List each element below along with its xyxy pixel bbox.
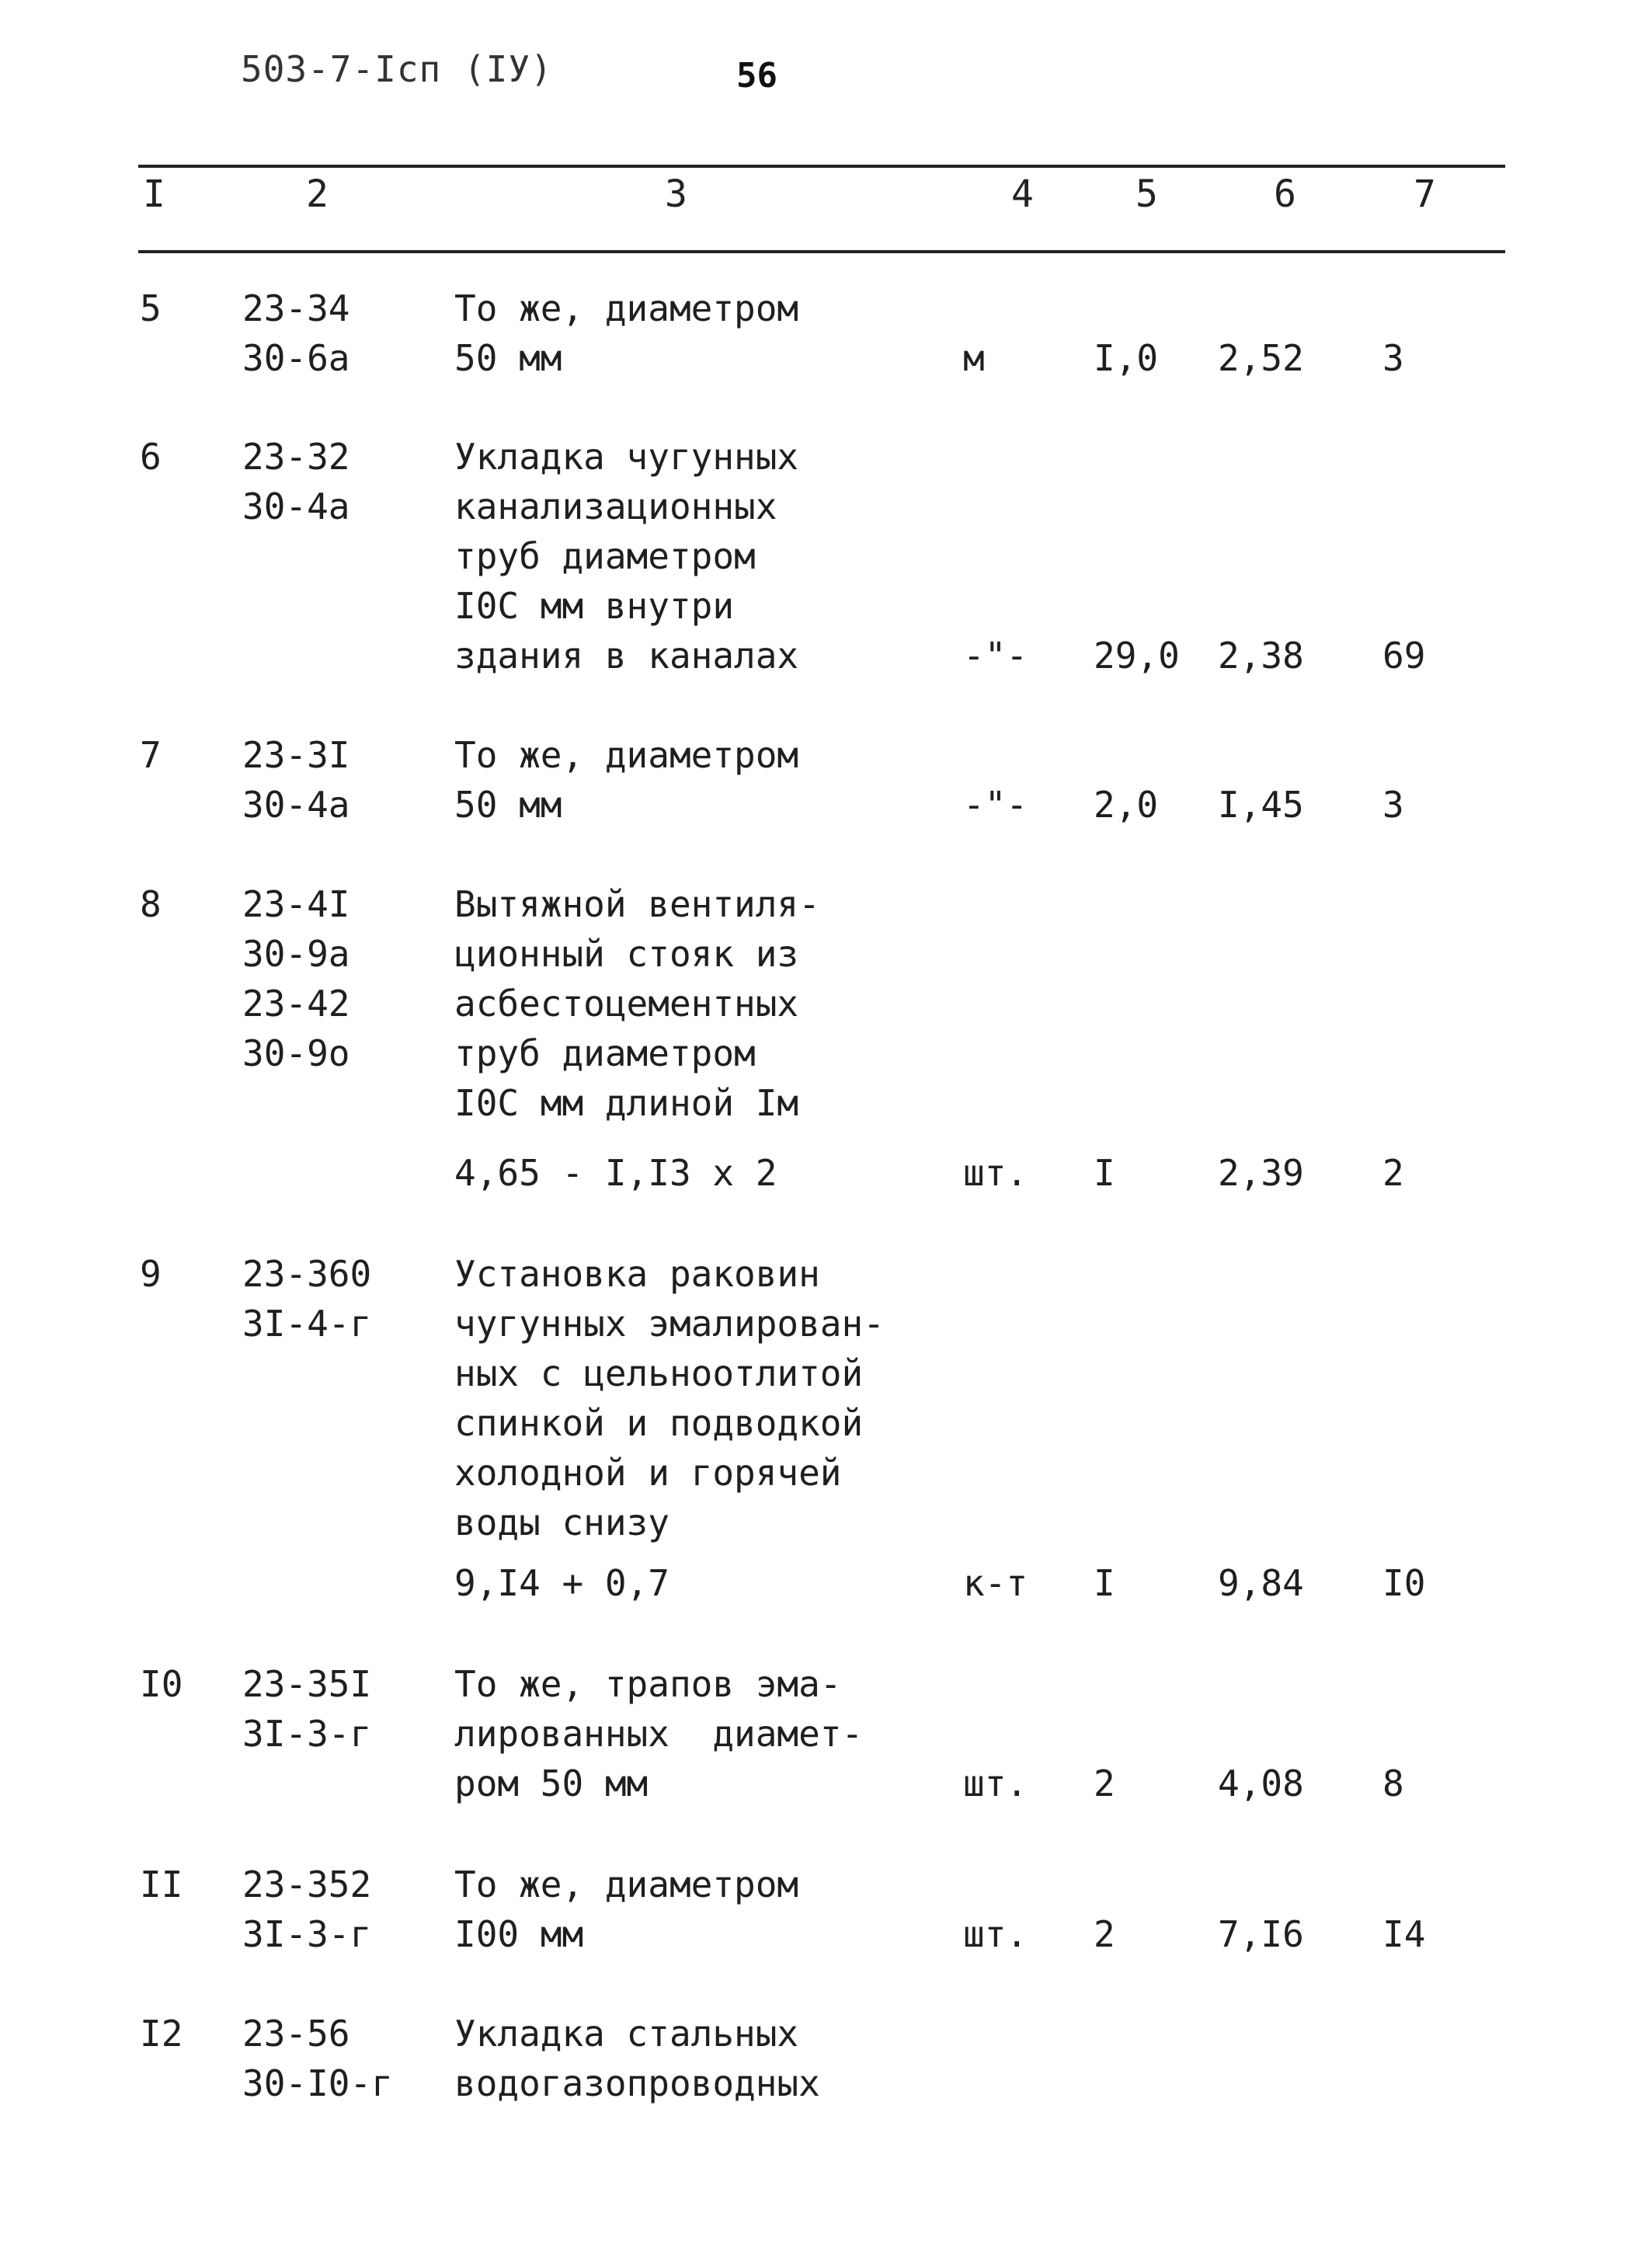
unit-price-cell: 2,52 bbox=[1218, 337, 1304, 379]
row-number: 7 bbox=[140, 734, 162, 776]
unit-cell: м bbox=[963, 337, 985, 379]
total-cost-cell: 2 bbox=[1382, 1152, 1404, 1194]
column-header-4: 4 bbox=[1011, 172, 1034, 216]
norm-code: 23-3I bbox=[242, 734, 350, 776]
column-header-3: 3 bbox=[665, 172, 687, 216]
work-description: I00 мм bbox=[454, 1913, 584, 1955]
norm-code: 30-I0-г bbox=[242, 2062, 393, 2104]
column-header-5: 5 bbox=[1136, 172, 1158, 216]
work-description: То же, трапов эма- bbox=[454, 1663, 842, 1705]
unit-price-cell: I,45 bbox=[1218, 784, 1304, 826]
row-number: 5 bbox=[140, 287, 162, 329]
quantity-cell: I,0 bbox=[1094, 337, 1159, 379]
norm-code: 23-352 bbox=[242, 1863, 372, 1905]
unit-cell: шт. bbox=[963, 1913, 1028, 1955]
total-cost-cell: 3 bbox=[1382, 784, 1404, 826]
quantity-cell: 2,0 bbox=[1094, 784, 1159, 826]
norm-code: 23-42 bbox=[242, 983, 350, 1025]
work-description: ром 50 мм bbox=[454, 1763, 649, 1804]
unit-cell: шт. bbox=[963, 1763, 1028, 1804]
calculation-formula: 9,I4 + 0,7 bbox=[454, 1562, 669, 1604]
work-description: То же, диаметром bbox=[454, 1863, 799, 1905]
column-header-6: 6 bbox=[1274, 172, 1296, 216]
work-description: чугунных эмалирован- bbox=[454, 1303, 885, 1345]
unit-price-cell: 2,39 bbox=[1218, 1152, 1304, 1194]
row-number: I2 bbox=[140, 2013, 183, 2055]
document-code: 503-7-Iсп (IУ) bbox=[241, 48, 553, 90]
norm-code: 3I-3-г bbox=[242, 1713, 372, 1755]
row-number: I0 bbox=[140, 1663, 183, 1705]
total-cost-cell: 8 bbox=[1382, 1763, 1404, 1804]
work-description: спинкой и подводкой bbox=[454, 1402, 864, 1444]
quantity-cell: 29,0 bbox=[1094, 635, 1180, 677]
norm-code: 3I-3-г bbox=[242, 1913, 372, 1955]
unit-cell: шт. bbox=[963, 1152, 1028, 1194]
work-description: асбестоцементных bbox=[454, 983, 799, 1025]
norm-code: 3I-4-г bbox=[242, 1303, 372, 1345]
work-description: канализационных bbox=[454, 485, 777, 527]
work-description: То же, диаметром bbox=[454, 287, 799, 329]
column-header-2: 2 bbox=[306, 172, 329, 216]
work-description: I0C мм длиной Iм bbox=[454, 1082, 799, 1124]
quantity-cell: I bbox=[1094, 1562, 1115, 1604]
work-description: Установка раковин bbox=[454, 1253, 820, 1295]
norm-code: 23-32 bbox=[242, 436, 350, 478]
column-header-7: 7 bbox=[1414, 172, 1436, 216]
work-description: холодной и горячей bbox=[454, 1452, 842, 1494]
work-description: То же, диаметром bbox=[454, 734, 799, 776]
work-description: 50 мм bbox=[454, 337, 562, 379]
unit-price-cell: 2,38 bbox=[1218, 635, 1304, 677]
norm-code: 23-35I bbox=[242, 1663, 372, 1705]
norm-code: 30-9о bbox=[242, 1032, 350, 1074]
row-number: 9 bbox=[140, 1253, 162, 1295]
work-description: I0C мм внутри bbox=[454, 585, 735, 627]
row-number: 8 bbox=[140, 883, 162, 925]
norm-code: 23-56 bbox=[242, 2013, 350, 2055]
work-description: Укладка чугунных bbox=[454, 436, 799, 478]
unit-price-cell: 7,I6 bbox=[1218, 1913, 1304, 1955]
work-description: Вытяжной вентиля- bbox=[454, 883, 820, 925]
work-description: Укладка стальных bbox=[454, 2013, 799, 2055]
quantity-cell: 2 bbox=[1094, 1763, 1115, 1804]
unit-cell: -"- bbox=[963, 635, 1028, 677]
work-description: водогазопроводных bbox=[454, 2062, 820, 2104]
norm-code: 23-360 bbox=[242, 1253, 372, 1295]
work-description: труб диаметром bbox=[454, 1032, 756, 1074]
norm-code: 30-6а bbox=[242, 337, 350, 379]
work-description: ционный стояк из bbox=[454, 933, 799, 975]
quantity-cell: 2 bbox=[1094, 1913, 1115, 1955]
table-top-rule bbox=[138, 165, 1505, 168]
work-description: воды снизу bbox=[454, 1502, 669, 1543]
work-description: здания в каналах bbox=[454, 635, 799, 677]
row-number: II bbox=[140, 1863, 183, 1905]
norm-code: 23-34 bbox=[242, 287, 350, 329]
column-header-1: I bbox=[143, 172, 165, 216]
work-description: 50 мм bbox=[454, 784, 562, 826]
page-number: 56 bbox=[736, 56, 777, 96]
total-cost-cell: I0 bbox=[1382, 1562, 1426, 1604]
norm-code: 30-4а bbox=[242, 784, 350, 826]
table-header-rule bbox=[138, 250, 1505, 253]
total-cost-cell: I4 bbox=[1382, 1913, 1426, 1955]
calculation-formula: 4,65 - I,I3 x 2 bbox=[454, 1152, 777, 1194]
norm-code: 30-9а bbox=[242, 933, 350, 975]
unit-cell: -"- bbox=[963, 784, 1028, 826]
work-description: лированных диамет- bbox=[454, 1713, 864, 1755]
total-cost-cell: 69 bbox=[1382, 635, 1426, 677]
row-number: 6 bbox=[140, 436, 162, 478]
work-description: труб диаметром bbox=[454, 535, 756, 577]
work-description: ных с цельноотлитой bbox=[454, 1352, 864, 1394]
total-cost-cell: 3 bbox=[1382, 337, 1404, 379]
quantity-cell: I bbox=[1094, 1152, 1115, 1194]
unit-cell: к-т bbox=[963, 1562, 1028, 1604]
norm-code: 23-4I bbox=[242, 883, 350, 925]
unit-price-cell: 4,08 bbox=[1218, 1763, 1304, 1804]
norm-code: 30-4а bbox=[242, 485, 350, 527]
unit-price-cell: 9,84 bbox=[1218, 1562, 1304, 1604]
